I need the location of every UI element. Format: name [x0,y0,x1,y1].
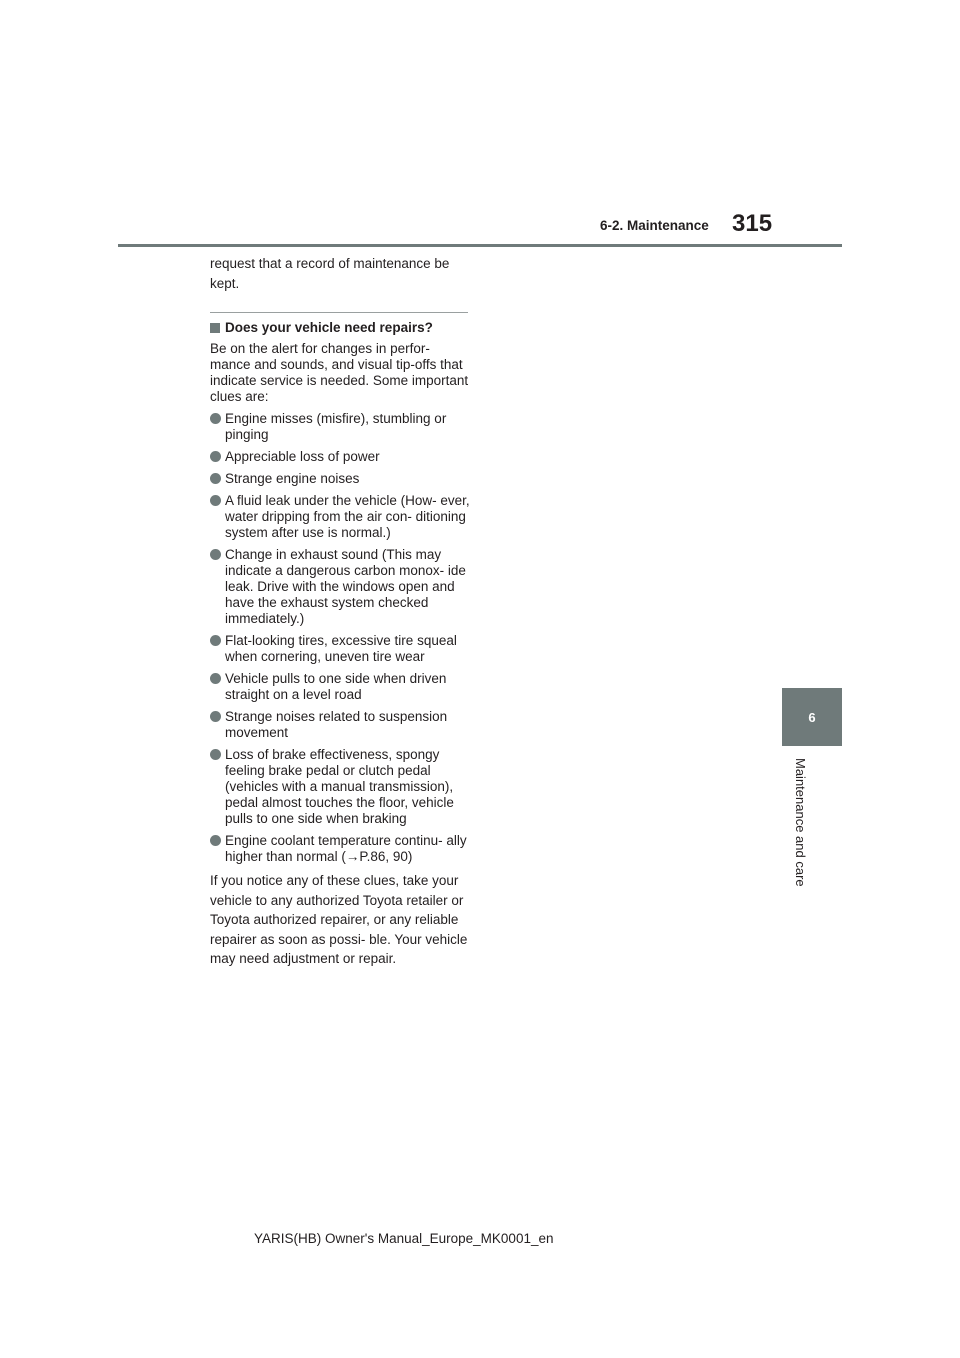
circle-bullet-icon [210,451,221,462]
circle-bullet-icon [210,711,221,722]
chapter-number: 6 [808,709,816,725]
list-item [210,633,472,665]
circle-bullet-icon [210,673,221,684]
intro-paragraph: Be on the alert for changes in perfor- mance and sounds, and visual tip-offs that indicate service is needed. Some important clues are: [210,341,469,404]
list-item-text: Vehicle pulls to one side when driven straight on a level road [225,671,447,702]
list-item-text: Engine misses (misfire), stumbling or pinging [225,411,447,442]
list-item [210,833,472,865]
square-bullet-icon [210,323,220,333]
list-item [210,471,472,487]
section-divider [210,312,468,313]
page-number: 315 [732,210,773,237]
header-section-title: 6-2. Maintenance [600,218,709,233]
footer-text: YARIS(HB) Owner's Manual_Europe_MK0001_en [254,1231,554,1246]
list-item-text: Appreciable loss of power [225,449,380,464]
chapter-label: Maintenance and care [793,758,808,887]
main-content [210,254,472,982]
circle-bullet-icon [210,413,221,424]
list-item [210,671,472,703]
list-item-text: Strange engine noises [225,471,360,486]
clues-list [210,411,472,865]
subheading [210,320,472,336]
circle-bullet-icon [210,549,221,560]
list-item [210,547,472,627]
circle-bullet-icon [210,635,221,646]
list-item-text: Engine coolant temperature continu- ally higher than normal (→P.86, 90) [225,833,467,864]
list-item-text: Strange noises related to suspension movement [225,709,448,740]
list-item-text: Flat-looking tires, excessive tire squeal when cornering, uneven tire wear [225,633,457,664]
list-item-text: Change in exhaust sound (This may indicate a dangerous carbon monox- ide leak. Drive with the windows open and have the exhaust system checked immediately.) [225,547,466,626]
subheading-text: Does your vehicle need repairs? [225,320,433,335]
list-item [210,493,472,541]
list-item [210,411,472,443]
list-item-text: Loss of brake effectiveness, spongy feeling brake pedal or clutch pedal (vehicles with a manual transmission), pedal almost touches the floor, vehicle pulls to one side when braking [225,747,454,826]
list-item [210,709,472,741]
list-item-text: A fluid leak under the vehicle (How- ever, water dripping from the air con- ditioning system after use is normal.) [225,493,470,540]
circle-bullet-icon [210,473,221,484]
chapter-tab [782,688,842,746]
circle-bullet-icon [210,495,221,506]
lead-paragraph: request that a record of maintenance be kept. [210,256,450,291]
list-item [210,449,472,465]
circle-bullet-icon [210,749,221,760]
header-rule [118,244,842,247]
closing-paragraph: If you notice any of these clues, take your vehicle to any authorized Toyota retailer or Toyota authorized repairer, or any reliable repairer as soon as possi- ble. Your vehicle may need adjustment or repair. [210,873,468,966]
circle-bullet-icon [210,835,221,846]
list-item [210,747,472,827]
